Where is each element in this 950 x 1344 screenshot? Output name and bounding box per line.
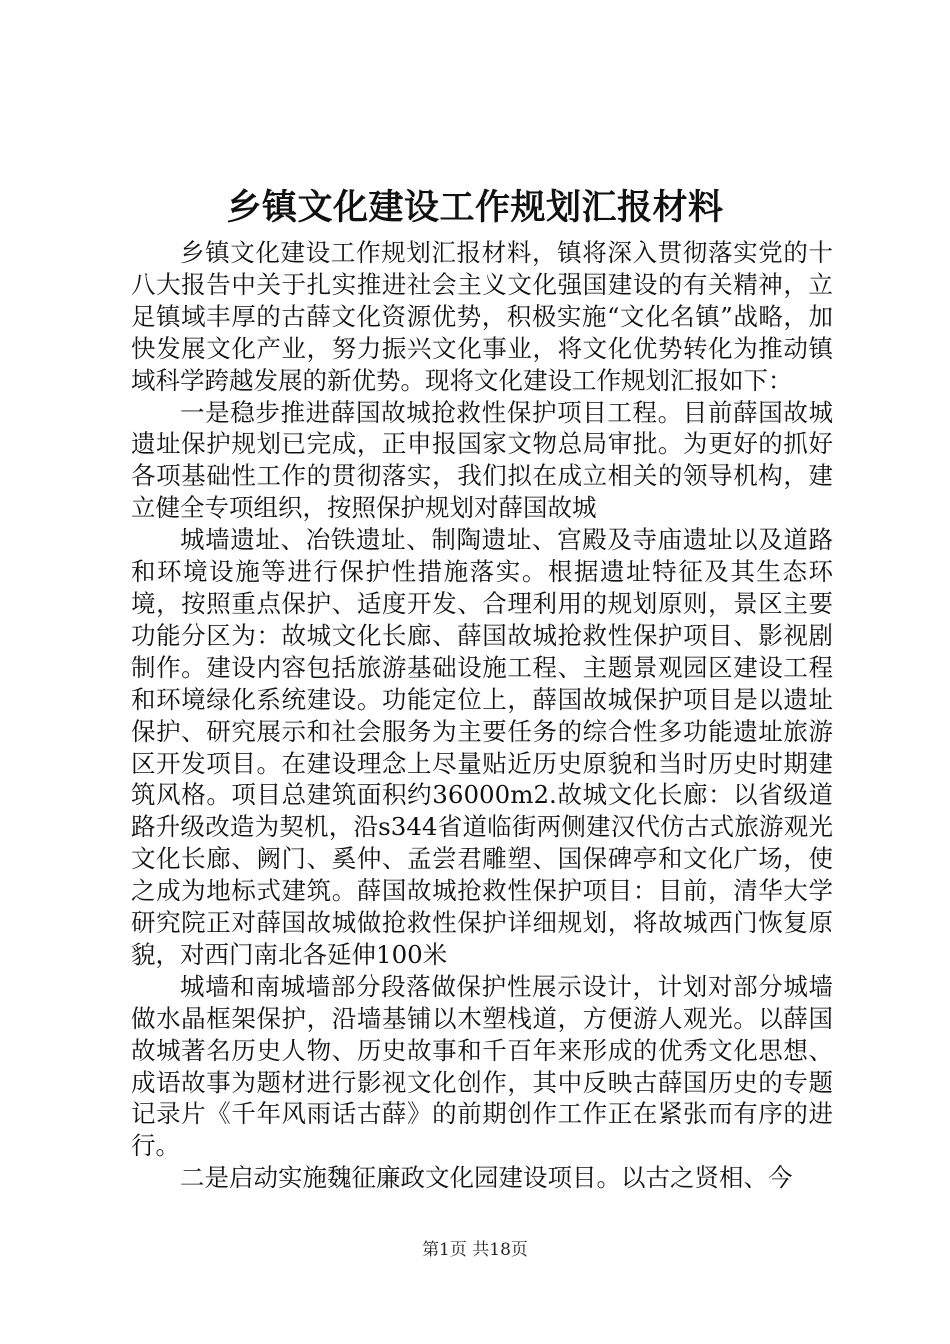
- paragraph-intro: 乡镇文化建设工作规划汇报材料，镇将深入贯彻落实党的十八大报告中关于扎实推进社会主义文化强国建设的有关精神，立足镇域丰厚的古薛文化资源优势，积极实施“文化名镇”战略，加快发展文化产业，努力振兴文化事业，将文化优势转化为推动镇域科学跨越发展的新优势。现将文化建设工作规划汇报如下：: [131, 238, 833, 395]
- paragraph-city-wall-sites: 城墙遗址、冶铁遗址、制陶遗址、宫殿及寺庙遗址以及道路和环境设施等进行保护性措施落实。根据遗址特征及其生态环境，按照重点保护、适度开发、合理利用的规划原则，景区主要功能分区为：故城文化长廊、薛国故城抢救性保护项目、影视剧制作。建设内容包括旅游基础设施工程、主题景观园区建设工程和环境绿化系统建设。功能定位上，薛国故城保护项目是以遗址保护、研究展示和社会服务为主要任务的综合性多功能遗址旅游区开发项目。在建设理念上尽量贴近历史原貌和当时历史时期建筑风格。项目总建筑面积约36000m2.故城文化长廊：以省级道路升级改造为契机，沿s344省道临街两侧建汉代仿古式旅游观光文化长廊、阙门、奚仲、孟尝君雕塑、国保碑亭和文化广场，使之成为地标式建筑。薛国故城抢救性保护项目：目前，清华大学研究院正对薛国故城做抢救性保护详细规划，将故城西门恢复原貌，对西门南北各延伸100米: [131, 525, 833, 969]
- document-title: 乡镇文化建设工作规划汇报材料: [226, 188, 724, 228]
- paragraph-item-1: 一是稳步推进薛国故城抢救性保护项目工程。目前薛国故城遗址保护规划已完成，正申报国家文物总局审批。为更好的抓好各项基础性工作的贯彻落实，我们拟在成立相关的领导机构，建立健全专项组织，按照保护规划对薛国故城: [131, 397, 833, 523]
- page-number-footer: 第1页 共18页: [422, 1240, 528, 1260]
- paragraph-city-wall-display: 城墙和南城墙部分段落做保护性展示设计，计划对部分城墙做水晶框架保护，沿墙基铺以木塑栈道，方便游人观光。以薛国故城著名历史人物、历史故事和千百年来形成的优秀文化思想、成语故事为题材进行影视文化创作，其中反映古薛国历史的专题记录片《千年风雨话古薛》的前期创作工作正在紧张而有序的进行。: [131, 971, 833, 1161]
- document-body: [131, 237, 833, 1194]
- paragraph-item-2: 二是启动实施魏征廉政文化园建设项目。以古之贤相、今: [180, 1163, 793, 1193]
